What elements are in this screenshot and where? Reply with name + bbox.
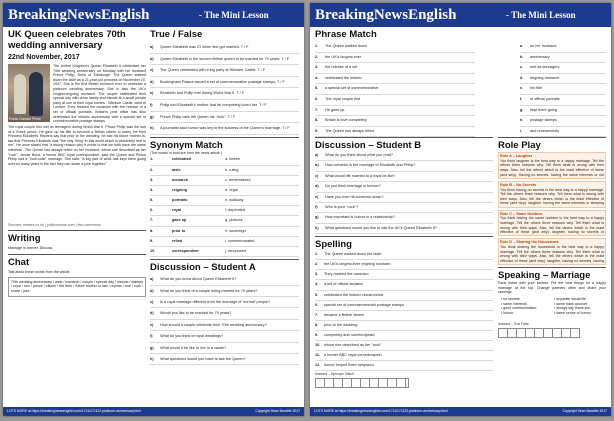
- synonym-item: [150, 247, 299, 257]
- phrase-right-item-text: his title: [530, 86, 542, 91]
- discussion-a-item-text: What questions would you have to ask the Queen?: [160, 356, 246, 361]
- phrase-right-item-number: f.: [520, 96, 523, 101]
- spelling-item: [315, 341, 493, 351]
- truefalse-item-number: b): [150, 56, 154, 61]
- synonym-item-option: g. pictures: [225, 218, 243, 223]
- discussion-a-item: [150, 286, 299, 297]
- phrase-left-item-text: celebrated the historic: [325, 75, 363, 80]
- discussion-b-item-number: c): [315, 173, 319, 178]
- phrase-left-item-number: 7.: [315, 107, 319, 112]
- footer-link[interactable]: LOTS MORE at https://breakingnewsenglish.com/1711/171122-platinum-anniversary.html: [7, 409, 141, 413]
- discussion-a-item-text: What do you know about Queen Elizabeth II?: [160, 277, 237, 282]
- article-sources: Sources: reuters.co.uk | politicshome.com | bbc.com/news: [8, 223, 101, 227]
- speaking-item: • no secrets: [501, 296, 520, 301]
- phrase-left-item-text: The Queen walked down: [325, 44, 368, 48]
- phrase-right-item: [520, 53, 606, 64]
- queen-photo: [8, 64, 50, 122]
- discussion-a-item-number: c): [150, 300, 154, 304]
- discussion-a-item-text: What do you think of a couple being married for 70 years?: [160, 288, 258, 293]
- speaking-item: • humor: [501, 310, 514, 315]
- truefalse-item: [150, 123, 299, 135]
- truefalse-item-number: a): [150, 45, 154, 49]
- phrase-right-item: [520, 95, 606, 106]
- synonym-item-word: gave up: [172, 218, 187, 223]
- roleplay-card: [498, 238, 606, 265]
- speaking-item: • good communication: [501, 306, 537, 311]
- discussion-b-item-number: f): [315, 204, 318, 209]
- phrase-right-item-text: on her husband: [530, 44, 557, 48]
- spelling-item-number: 10.: [315, 342, 321, 347]
- truefalse-item-text: A journalist said humor was key in the success of the Queen's marriage. T / F: [160, 126, 290, 131]
- phrase-left-item-number: 8.: [315, 118, 319, 123]
- phrase-right-item-number: b.: [520, 54, 524, 59]
- truefalse-item-text: Queen Elizabeth was 21 when she got married. T / F: [160, 45, 249, 49]
- page-header: [310, 3, 611, 27]
- writing-prompt: Marriage is forever. Discuss.: [8, 245, 54, 250]
- synonym-item-word: celebrated: [172, 157, 191, 162]
- page2-right-column: [498, 137, 606, 405]
- truefalse-item-text: Philip told Elizabeth's mother that he completely loved her. T / F: [160, 102, 267, 107]
- truefalse-item-text: The Queen celebrated with a big party at Windsor Castle. T / F: [160, 68, 266, 73]
- spelling-item-text: a set of official strpiatro: [324, 282, 363, 287]
- speaking-item: • separate social life: [554, 296, 587, 301]
- spelling-item-number: 6.: [315, 302, 319, 307]
- phrase-left-item-number: 6.: [315, 96, 319, 101]
- phrase-match-heading: Phrase Match: [315, 29, 377, 40]
- phrase-left-item: [315, 116, 475, 127]
- synonym-item: [150, 227, 299, 237]
- phrase-left-item-number: 5.: [315, 86, 319, 91]
- page2-left-column: [315, 137, 493, 405]
- spelling-item-number: 1.: [315, 252, 319, 257]
- worksheet-page-1: [3, 3, 304, 416]
- synonym-item-option: a. before: [225, 157, 240, 162]
- phrase-right-list: [520, 42, 606, 139]
- roleplay-card-title: Role D – Sharing the Housework: [500, 240, 559, 245]
- spelling-item-text: whom she described as her "rock": [324, 342, 382, 347]
- answers-synonym-grid: [315, 378, 409, 388]
- footer-copyright: Copyright Sean Banville 2017: [255, 409, 300, 413]
- synonym-item: [150, 186, 299, 196]
- spelling-item: [315, 361, 493, 371]
- phrase-left-item: [315, 63, 475, 74]
- synonym-item-option: b. ruling: [225, 167, 239, 172]
- discussion-b-item: [315, 151, 493, 161]
- phrase-right-item: [520, 63, 606, 74]
- phrase-right-item-text: met as teenagers: [530, 65, 560, 70]
- phrase-right-item-number: h.: [520, 118, 524, 123]
- discussion-a-list: [150, 274, 299, 365]
- truefalse-item-text: Prince Philip calls the Queen his "rock". T / F: [160, 114, 236, 119]
- discussion-a-item-number: h): [150, 356, 154, 361]
- phrase-left-item: [315, 127, 475, 138]
- roleplay-card: [498, 152, 606, 179]
- speaking-items: [498, 297, 606, 321]
- phrase-left-item-text: The Queen has always relied: [325, 128, 375, 133]
- phrase-left-item-number: 3.: [315, 65, 319, 70]
- synonym-item-option: e. walkway: [225, 198, 244, 203]
- phrase-right-item-number: c.: [520, 65, 524, 70]
- truefalse-item: [150, 88, 299, 100]
- discussion-a-item-number: g): [150, 345, 154, 350]
- spelling-item: [315, 291, 493, 301]
- truefalse-item-number: f): [150, 102, 153, 107]
- header-subtitle: - The Mini Lesson: [199, 10, 269, 20]
- spelling-item-number: 11.: [315, 353, 321, 358]
- discussion-a-item: [150, 274, 299, 285]
- phrase-left-item-number: 9.: [315, 128, 319, 133]
- truefalse-item-number: h): [150, 126, 154, 131]
- synonym-item-word: correspondent: [172, 249, 199, 254]
- spelling-item-text: The Queen walked down the iasle: [324, 252, 382, 257]
- discussion-a-item-number: a): [150, 277, 154, 282]
- discussion-b-item: [315, 224, 493, 234]
- phrase-right-item: [520, 127, 606, 138]
- synonym-item-word: royal: [172, 208, 182, 213]
- discussion-a-item: [150, 354, 299, 365]
- brand-logo-text: BreakingNewsEnglish: [8, 7, 150, 23]
- synonym-item-word: portraits: [172, 198, 188, 203]
- discussion-b-item-text: Have you ever hit someone down?: [325, 194, 384, 199]
- phrase-match-section: [315, 29, 606, 139]
- synonym-item-number: 9.: [150, 238, 154, 243]
- discussion-b-item: [315, 213, 493, 223]
- truefalse-item: [150, 100, 299, 112]
- truefalse-item: [150, 42, 299, 54]
- synonym-item: [150, 216, 299, 226]
- phrase-left-item-number: 2.: [315, 54, 319, 59]
- footer-copyright: Copyright Sean Banville 2017: [562, 409, 607, 413]
- article-title: UK Queen celebrates 70th wedding anniversary: [8, 29, 126, 51]
- discussion-b-heading: Discussion – Student B: [315, 140, 422, 151]
- spelling-item-number: 9.: [315, 332, 319, 337]
- roleplay-card-title: Role C – Same Hobbies: [500, 211, 543, 216]
- article-text-top: The United Kingdom's Queen Elizabeth II celebrated her 70th wedding anniversary on Monday with her husband Prince Philip, Duke of Edinburgh. The Queen walked down the aisle as a 21-year-old princess on November 20, 1947. She is the first British monarch ever to celebrate a platinum wedding anniversary. She is also the UK's longest-reigning monarch. The couple celebrated their special day with close family and friends at a small private party at one of their royal homes - Windsor Castle, west of London. They marked the occasion with the release of a set of official portraits. Britain's post office has also celebrated the historic anniversary with a special set of commemorative postage stamps.: [53, 64, 146, 124]
- speaking-heading: Speaking – Marriage: [498, 270, 591, 282]
- discussion-b-item-number: a): [315, 153, 319, 157]
- truefalse-item-text: Queen Elizabeth is the second British queen to be married for 70 years. T / F: [160, 56, 290, 61]
- worksheet-page-2: [310, 3, 611, 416]
- synonym-heading: Synonym Match: [150, 139, 223, 151]
- spelling-item: [315, 301, 493, 311]
- spelling-item-text: became a British ztcieni: [324, 312, 365, 317]
- phrase-right-item-number: i.: [520, 128, 523, 133]
- synonym-item-number: 3.: [150, 177, 154, 182]
- exercises-column: [150, 29, 299, 404]
- discussion-b-item-text: Do you think marriage is forever?: [325, 184, 381, 189]
- speaking-intro: Rank these with your partner. Put the best things for a happy marriage at the top. Change partners often and share your rankings.: [498, 281, 606, 295]
- writing-heading: Writing: [8, 232, 41, 244]
- phrase-right-item-text: kept them going: [530, 107, 558, 112]
- roleplay-card-text: You think sharing the housework is the best way to a happy marriage. Tell the others three reasons why. Tell them what is wrong with their ways. Also, tell the others which is the least effective of these (and why): laughter, having no secrets, having: [500, 245, 604, 263]
- synonym-intro: (The words in bold are from the news article.): [150, 150, 223, 155]
- article-text-bottom: The royal couple first met as teenagers during World War II. Prince Philip was the son of a Greek prince. He gave up his title to become a British citizen to marry the then Princess Elizabeth. Reports say that prior to the wedding, he told his future mother-in-law that Princess Elizabeth was "the only 'thing' in this world which is absolutely real to me". He once stated that "a strong reason why it works is that we both have the same interests". The Queen has always relied on her husband, whom she described as her "rock". Jennie Bond, a former BBC royal correspondent, said the Queen and Prince Philip had a "rock-solid" marriage. She said: "A big part of what has kept them going over so many years is the fact they can share a joke together.": [8, 125, 146, 166]
- phrase-left-list: [315, 42, 475, 139]
- synonym-item-option: i. commemorated: [225, 238, 255, 243]
- spelling-item-number: 3.: [315, 272, 319, 277]
- spelling-item: [315, 270, 493, 280]
- synonym-item: [150, 176, 299, 186]
- spelling-item-text: celebrated the historic nisramnvrea: [324, 292, 384, 297]
- roleplay-heading: Role Play: [498, 140, 541, 151]
- synonym-item-number: 7.: [150, 218, 154, 223]
- truefalse-item-number: c): [150, 68, 154, 73]
- chat-words-box: [8, 277, 146, 297]
- phrase-right-item: [520, 74, 606, 85]
- phrase-right-item-number: a.: [520, 44, 524, 48]
- discussion-b-item-number: e): [315, 194, 319, 199]
- spelling-heading: Spelling: [315, 239, 352, 251]
- spelling-item-text: special set of cmmraevoemotci postage stamps: [324, 302, 404, 307]
- synonym-item: [150, 166, 299, 176]
- phrase-left-item-text: the UK's longest-ever: [325, 54, 362, 59]
- spelling-item-number: 7.: [315, 312, 319, 317]
- discussion-a-item-text: Would you like to be married for 70 years?: [160, 311, 232, 316]
- spelling-item: [315, 351, 493, 361]
- spelling-item-number: 8.: [315, 322, 319, 327]
- phrase-left-item-number: 1.: [315, 44, 319, 48]
- phrase-left-item-text: Britain is love completely: [325, 118, 367, 123]
- truefalse-item: [150, 77, 299, 89]
- answers-truefalse-grid: [498, 328, 580, 338]
- roleplay-card: [498, 210, 606, 237]
- phrase-left-item: [315, 74, 475, 85]
- discussion-a-item: [150, 308, 299, 319]
- spelling-item-number: 4.: [315, 282, 319, 287]
- synonym-item-word: prior to: [172, 228, 186, 233]
- truefalse-item-text: Buckingham Palace issued a set of commemorative postage stamps. T / F: [160, 79, 285, 84]
- synonym-item: [150, 196, 299, 206]
- truefalse-item: [150, 65, 299, 77]
- discussion-b-item-text: What would life married to a royal be like?: [325, 173, 396, 178]
- synonym-item-option: d. regal: [225, 187, 238, 192]
- discussion-a-item-text: What do you think of royal weddings?: [160, 334, 224, 339]
- article-date: 22nd November, 2017: [8, 54, 80, 61]
- synonym-item-word: reigning: [172, 187, 187, 192]
- discussion-a-item-number: b): [150, 288, 154, 293]
- speaking-item: • same sense of humor: [554, 310, 591, 315]
- synonym-list: [150, 155, 299, 257]
- discussion-a-item-number: d): [150, 311, 154, 316]
- spelling-item: [315, 321, 493, 331]
- discussion-b-item-text: How important is humor in a relationship?: [325, 215, 395, 220]
- phrase-left-item-text: He gave up: [325, 107, 345, 112]
- spelling-item: [315, 331, 493, 341]
- discussion-b-item: [315, 161, 493, 171]
- discussion-a-item-text: How should a couple celebrate their 70th wedding anniversary?: [160, 322, 267, 327]
- synonym-item-option: c. remembered: [225, 177, 251, 182]
- truefalse-item-number: d): [150, 79, 154, 84]
- spelling-item-text: prior to the wedding: [324, 322, 358, 327]
- chat-intro: Talk about these words from the article.: [8, 270, 71, 275]
- page-footer: [3, 407, 304, 416]
- phrase-right-item-text: postage stamps: [530, 118, 557, 123]
- phrase-left-item-text: The royal couple first: [325, 96, 361, 101]
- synonym-item-number: 10.: [150, 249, 156, 254]
- brand-logo-text: BreakingNewsEnglish: [315, 7, 457, 23]
- answer-grids: [315, 373, 493, 393]
- answers-synonym-label: Answers – Synonym Match: [315, 372, 354, 377]
- discussion-a-item: [150, 343, 299, 354]
- discussion-a-item-text: Is a royal marriage different from the marriage of 'normal' people?: [160, 300, 271, 304]
- answers-truefalse-label: Answers – True False: [498, 321, 529, 326]
- article-column: [8, 29, 146, 404]
- synonym-item-option: j. renounced: [225, 249, 246, 254]
- phrase-right-item: [520, 106, 606, 117]
- discussion-b-list: [315, 151, 493, 234]
- synonym-item-option: h. sovereign: [225, 228, 246, 233]
- discussion-b-item: [315, 172, 493, 182]
- phrase-left-item: [315, 95, 475, 106]
- chat-words: 70th wedding anniversary / aisle / monarch / couple / special day / historic / stamps / royal / son / prince / citizen / the then / future mother-in-law / reports / real / rock / share / joke: [11, 279, 143, 293]
- discussion-a-item-number: e): [150, 322, 154, 327]
- roleplay-card-text: You think having no secrets is the best way to a happy marriage. Tell the others three reasons why. Tell them what is wrong with their ways. Also, tell the others which is the least effective of these (and why): laughter, having the same interests or sleeping: [500, 187, 604, 206]
- discussion-a-item-text: What would it be like to live in a castle?: [160, 345, 227, 350]
- discussion-b-item-number: b): [315, 163, 319, 168]
- speaking-item: • same bank account: [554, 301, 588, 306]
- discussion-b-item: [315, 193, 493, 203]
- spelling-item: [315, 280, 493, 290]
- synonym-item-word: relied: [172, 238, 183, 243]
- roleplay-list: [498, 152, 606, 265]
- phrase-left-item: [315, 53, 475, 64]
- spelling-item-text: the UK's longest-ever reigning ncroham: [324, 262, 391, 267]
- spelling-list: [315, 250, 493, 371]
- discussion-b-item-text: How romantic is the marriage of Elizabeth and Philip?: [325, 163, 416, 168]
- discussion-b-item-number: g): [315, 215, 319, 220]
- synonym-item-number: 8.: [150, 228, 154, 233]
- phrase-right-item: [520, 116, 606, 127]
- header-subtitle: - The Mini Lesson: [506, 10, 576, 20]
- discussion-b-item: [315, 182, 493, 192]
- phrase-right-item: [520, 42, 606, 53]
- truefalse-item-number: e): [150, 91, 154, 96]
- truefalse-item-number: g): [150, 114, 154, 119]
- chat-heading: Chat: [8, 257, 30, 269]
- discussion-a-heading: Discussion – Student A: [150, 262, 256, 274]
- synonym-item-number: 1.: [150, 157, 154, 162]
- phrase-left-item: [315, 42, 475, 53]
- discussion-b-item-number: d): [315, 184, 319, 189]
- spelling-item-number: 2.: [315, 262, 319, 267]
- synonym-item-number: 5.: [150, 198, 154, 203]
- roleplay-card-title: Role A – Laughter: [500, 154, 533, 158]
- roleplay-card-text: You think laughter is the best way to a happy marriage. Tell the others three reasons why. Tell them what is wrong with their ways. Also, tell the others which is the least effective of these (and why). Having no secrets, having the same interests or not: [500, 158, 604, 177]
- synonym-item-number: 4.: [150, 187, 154, 192]
- photo-caption: Public Domain Photo: [9, 117, 41, 121]
- footer-link[interactable]: LOTS MORE at https://breakingnewsenglish.com/1711/171122-platinum-anniversary.html: [314, 409, 448, 413]
- spelling-item-text: They marked the caosnico: [324, 272, 369, 277]
- phrase-right-item-text: reigning monarch: [530, 75, 560, 80]
- speaking-item: • same interests: [501, 301, 527, 306]
- spelling-item: [315, 311, 493, 321]
- synonym-item-number: 6.: [150, 208, 154, 213]
- spelling-item: [315, 250, 493, 260]
- speaking-item: • always say thank you: [554, 306, 591, 311]
- roleplay-card-text: You think having the same hobbies is the best way to a happy marriage. Tell the others three reasons why. Tell them what is wrong with their ways. Also, tell the others which is the least effective of these (and why): laughter, having no secrets or: [500, 216, 604, 235]
- synonym-item-word: monarch: [172, 177, 189, 182]
- truefalse-heading: True / False: [150, 29, 203, 40]
- discussion-b-item-number: h): [315, 225, 319, 230]
- discussion-a-item-number: f): [150, 334, 153, 339]
- spelling-item-text: completely and nurveredyesld: [324, 332, 375, 337]
- synonym-item-number: 2.: [150, 167, 154, 172]
- discussion-a-item: [150, 320, 299, 331]
- synonym-item: [150, 206, 299, 216]
- phrase-right-item-text: of official portraits: [530, 96, 560, 101]
- synonym-item: [150, 155, 299, 165]
- phrase-right-item-number: e.: [520, 86, 524, 91]
- spelling-item-text: humor helped them nespsscu: [324, 363, 374, 368]
- phrase-left-item-text: a special set of commemorative: [325, 86, 379, 91]
- phrase-right-item: [520, 84, 606, 95]
- page-footer: [310, 407, 611, 416]
- truefalse-item: [150, 54, 299, 66]
- truefalse-item-text: Elizabeth and Philip met during World War II. T / F: [160, 91, 245, 96]
- synonym-item-word: aisle: [172, 167, 181, 172]
- discussion-b-item-text: What do you think about what you read?: [325, 153, 393, 157]
- phrase-left-item-text: the release of a set: [325, 65, 358, 70]
- truefalse-list: [150, 42, 299, 135]
- discussion-a-item: [150, 297, 299, 308]
- roleplay-card: [498, 181, 606, 208]
- truefalse-item: [150, 112, 299, 124]
- phrase-right-item-text: anniversary: [530, 54, 550, 59]
- roleplay-card-title: Role B – No Secrets: [500, 182, 537, 187]
- spelling-item-number: 5.: [315, 292, 319, 297]
- phrase-left-item: [315, 106, 475, 117]
- spelling-item-text: a former BBC royal cornedrospetn: [324, 353, 382, 358]
- phrase-right-item-number: g.: [520, 107, 524, 112]
- discussion-b-item-text: What questions would you like to ask the UK's Queen Elizabeth II?: [325, 225, 437, 230]
- synonym-item-option: f. depended: [225, 208, 246, 213]
- synonym-item: [150, 237, 299, 247]
- page-header: [3, 3, 304, 27]
- spelling-item-number: 12.: [315, 363, 321, 368]
- phrase-right-item-number: d.: [520, 75, 524, 80]
- discussion-b-item-text: Who is your "rock"?: [325, 204, 359, 209]
- spelling-item: [315, 260, 493, 270]
- phrase-left-item-number: 4.: [315, 75, 319, 80]
- phrase-left-item: [315, 84, 475, 95]
- phrase-right-item-text: and unreservedly: [530, 128, 560, 133]
- discussion-b-item: [315, 203, 493, 213]
- discussion-a-item: [150, 331, 299, 342]
